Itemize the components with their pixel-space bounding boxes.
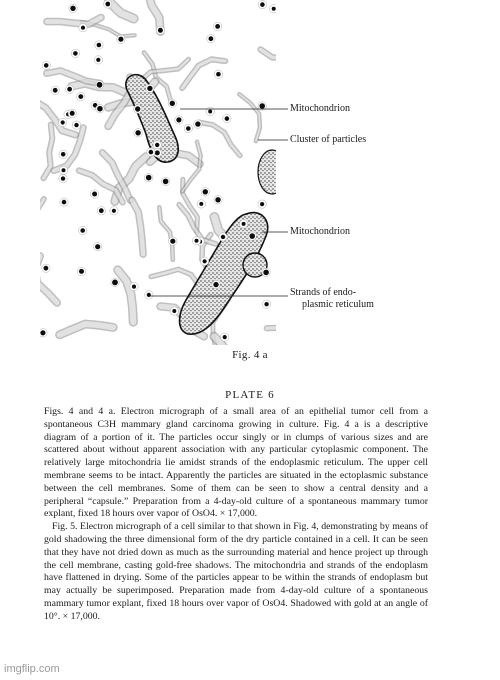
particle [70, 6, 75, 11]
reticulum-strand [239, 94, 260, 141]
particle [208, 110, 212, 114]
particle [225, 116, 230, 121]
reticulum-strand-lumen [23, 199, 44, 250]
label-cluster-of-particles: Cluster of particles [290, 134, 367, 145]
particle [53, 88, 58, 93]
particle [95, 244, 100, 249]
particle [61, 152, 66, 157]
particle [99, 208, 104, 213]
particle [260, 2, 265, 7]
particle [176, 117, 181, 122]
reticulum-strand [182, 142, 200, 192]
plate-title: PLATE 6 [225, 389, 275, 401]
caption-text-block [44, 406, 428, 624]
label-mitochondrion-lower: Mitochondrion [290, 226, 350, 237]
particle [149, 150, 154, 155]
particle [272, 7, 276, 11]
particle [135, 106, 140, 111]
particle [186, 126, 191, 131]
particle [73, 51, 78, 56]
particle [259, 103, 265, 109]
particles-group [39, 0, 278, 341]
particle [170, 101, 175, 106]
micrograph-panel [0, 0, 308, 345]
particle [61, 176, 65, 180]
particle [264, 302, 268, 306]
particle [118, 37, 123, 42]
reticulum-strand-lumen [260, 49, 307, 74]
particle [78, 94, 83, 99]
particle [199, 202, 203, 206]
particle [215, 24, 220, 29]
paragraph-fig-5: Fig. 5. Electron micrograph of a cell similar to that shown in Fig. 4, demonstrating by means of gold shadowing the three dimensional form of the dry particle contained in a cell. It can be seen that they have not dried down as much as the surrounding material and hence project up through the cell membrane, casting gold-free shadows. The mitochondria and strands of the endoplasm have flattened in drying. Some of the particles appear to be within the strands of endoplasm but may actually be superimposed. Preparation made from 4-day-old culture of a spontaneous mammary tumor explant, fixed 18 hours over vapor of OsO4. Shadowed with gold at an angle of 10°. × 17,000. [44, 521, 428, 622]
particle [62, 200, 67, 205]
reticulum-strand [0, 135, 33, 143]
particle [105, 2, 110, 7]
label-mitochondrion-upper: Mitochondrion [290, 103, 350, 114]
watermark: imgflip.com [4, 663, 60, 675]
particle [215, 197, 220, 202]
particle [203, 189, 208, 194]
particle [135, 130, 140, 135]
particle [147, 86, 152, 91]
particle [263, 270, 269, 276]
particle [67, 87, 72, 92]
paragraph-figs-4-4a: Figs. 4 and 4 a. Electron micrograph of a small area of an epithelial tumor cell from a spontaneous C3H mammary gland carcinoma growing in culture. Fig. 4 a is a descriptive diagram of a portion of it. The particles occur singly or in clumps of various sizes and are scattered about without apparent association with any particular cytoplasmic component. The relatively large mitochondria lie amidst strands of the endoplasmic reticulum. The upper cell membrane seems to be intact. Apparently the particles are situated in the ectoplasmic substance between the cell membranes. Some of them can be seen to show a central density and a peripheral “capsule.” Preparation from a 4-day-old culture of a spontaneous mammary tumor explant, fixed 18 hours over vapor of OsO4. × 17,000. [44, 406, 428, 520]
particle [97, 106, 103, 112]
particle [44, 266, 49, 271]
particle [223, 335, 227, 339]
particle [203, 259, 207, 263]
particle [81, 26, 85, 30]
particle [170, 239, 175, 244]
reticulum-strand-lumen [0, 135, 33, 143]
particle [97, 43, 102, 48]
particle [112, 280, 118, 286]
particle [132, 285, 136, 289]
cell-body-right [258, 150, 286, 194]
particle [74, 123, 78, 127]
particle [80, 228, 85, 233]
particle [213, 282, 218, 287]
particle [61, 120, 65, 124]
particle [44, 63, 49, 68]
particle [96, 58, 100, 62]
particle [79, 269, 84, 274]
particle [155, 150, 160, 155]
particle [62, 168, 66, 172]
particle [195, 121, 200, 126]
particle [146, 175, 152, 181]
particle [249, 233, 255, 239]
particle [92, 192, 97, 197]
label-strands-line1: Strands of endo- [290, 287, 357, 298]
particle [158, 28, 163, 33]
particle [195, 239, 199, 243]
particle [216, 72, 221, 77]
particle [163, 179, 169, 185]
figure-caption: Fig. 4 a [232, 349, 268, 361]
reticulum-strand [199, 122, 240, 155]
label-strands-line2: plasmic reticulum [302, 299, 374, 310]
particle [112, 209, 116, 213]
particle [97, 82, 103, 88]
particle [260, 202, 264, 206]
particle [40, 330, 45, 335]
particle [70, 111, 75, 116]
particle [155, 143, 159, 147]
particle [242, 222, 246, 226]
particle [209, 36, 214, 41]
reticulum-strand-lumen [118, 270, 134, 322]
particle [221, 235, 225, 239]
particle [172, 309, 176, 313]
